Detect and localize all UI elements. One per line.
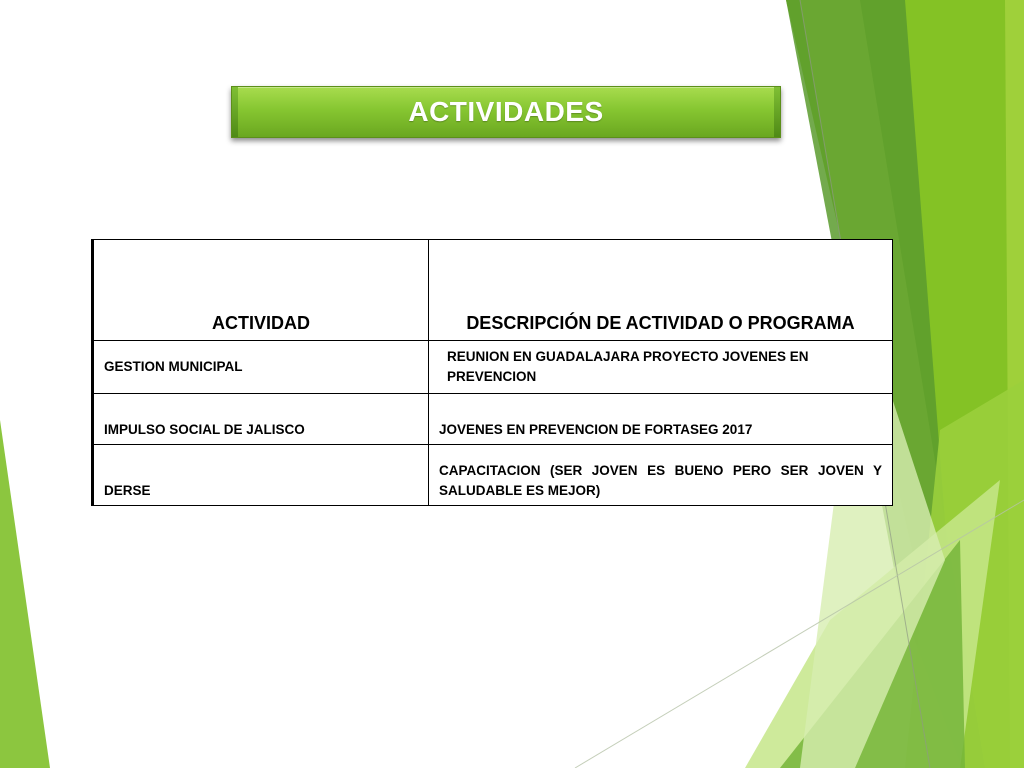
table-row [93, 445, 893, 506]
table-row [93, 341, 893, 394]
cell-description: REUNION EN GUADALAJARA PROYECTO JOVENES EN PREVENCION [429, 341, 893, 394]
activities-table [91, 239, 893, 506]
cell-activity: IMPULSO SOCIAL DE JALISCO [93, 394, 429, 445]
cell-description: JOVENES EN PREVENCION DE FORTASEG 2017 [429, 394, 893, 445]
header-activity: ACTIVIDAD [93, 240, 429, 341]
slide-title: ACTIVIDADES [408, 96, 604, 127]
facet-left-edge [0, 420, 50, 768]
table-header-row [93, 240, 893, 341]
cell-activity: DERSE [93, 445, 429, 506]
title-banner [231, 86, 781, 138]
cell-activity: GESTION MUNICIPAL [93, 341, 429, 394]
header-description: DESCRIPCIÓN DE ACTIVIDAD O PROGRAMA [429, 240, 893, 341]
table-row [93, 394, 893, 445]
cell-description: CAPACITACION (SER JOVEN ES BUENO PERO SER JOVEN Y SALUDABLE ES MEJOR) [429, 445, 893, 506]
